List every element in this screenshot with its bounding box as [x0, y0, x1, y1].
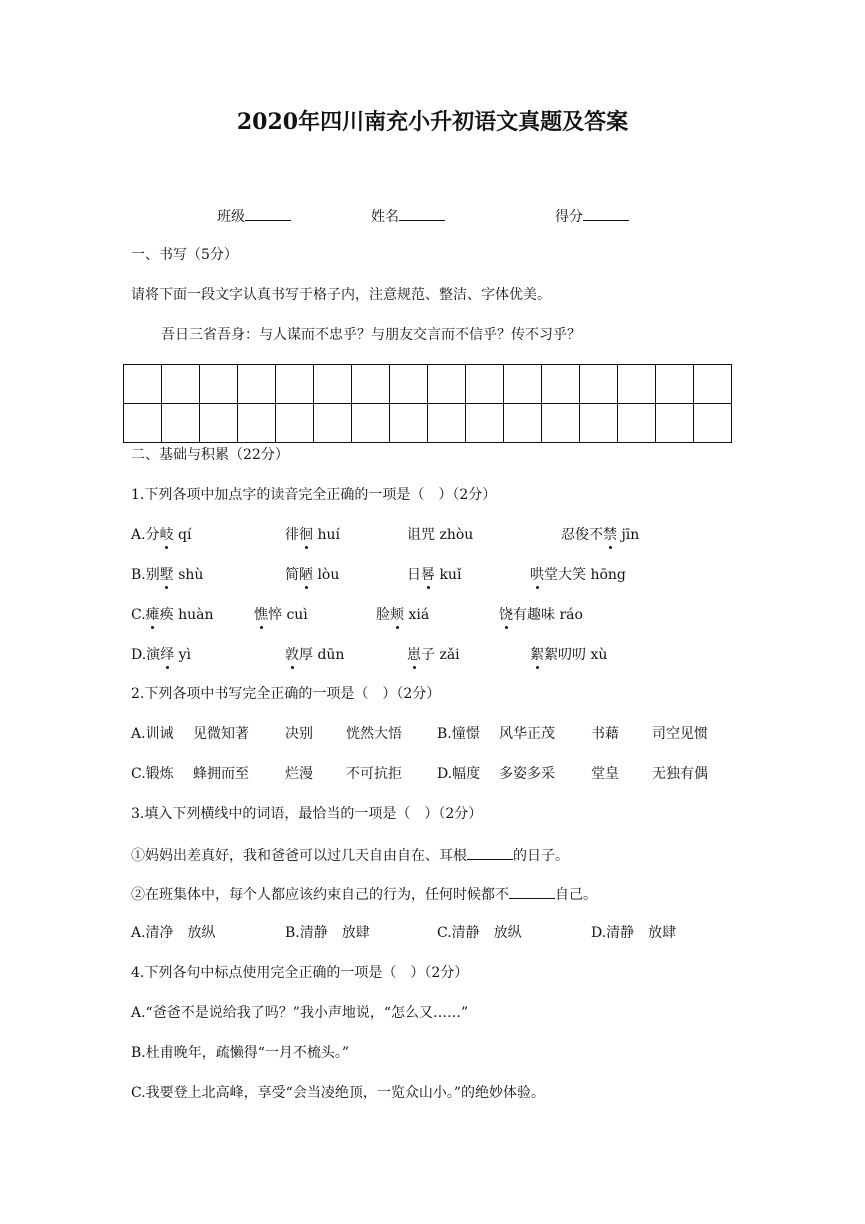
section1-passage: 吾日三省吾身：与人谋而不忠乎？与朋友交言而不信乎？传不习乎？: [161, 327, 581, 343]
q2-item: C.锻炼: [131, 766, 174, 782]
q4-option-c: C.我要登上北高峰，享受“会当凌绝顶，一览众山小。”的绝妙体验。: [131, 1085, 545, 1101]
section1-instruction: 请将下面一段文字认真书写于格子内，注意规范、整洁、字体优美。: [131, 287, 551, 303]
dotted-char: 絮: [530, 647, 544, 663]
q1-option-a-4: 忍俊不禁 jīn: [561, 527, 640, 543]
dotted-char: 墅: [159, 567, 174, 583]
dotted-char: 绎: [160, 647, 175, 663]
answer-blank[interactable]: [509, 884, 555, 899]
q2-item: A.训诫: [131, 726, 174, 742]
score-label: 得分: [555, 209, 583, 225]
q1-option-c-4: 饶有趣味 ráo: [499, 607, 583, 623]
q3-sentence-1: ①妈妈出差真好，我和爸爸可以过几天自由自在、耳根 的日子。: [131, 845, 569, 865]
section2-heading: 二、基础与积累（22分）: [131, 447, 289, 463]
answer-blank[interactable]: [467, 845, 513, 860]
grid-cell[interactable]: [694, 404, 732, 443]
class-field: [217, 206, 291, 226]
q1-option-b-2: 简陋 lòu: [285, 567, 340, 583]
q3-option-a: A.清净 放纵: [131, 925, 216, 941]
grid-cell[interactable]: [124, 404, 162, 443]
q3-sentence-2: ②在班集体中，每个人都应该约束自己的行为，任何时候都不 自己。: [131, 884, 597, 904]
score-blank[interactable]: [583, 206, 629, 221]
grid-cell[interactable]: [618, 404, 656, 443]
dotted-char: 崽: [407, 647, 421, 663]
q1-option-d-1: D.演绎 yì: [131, 647, 192, 663]
grid-cell[interactable]: [428, 404, 466, 443]
q2-item: 恍然大悟: [346, 726, 402, 742]
q1-option-d-3: 崽子 zǎi: [407, 647, 460, 663]
grid-cell[interactable]: [238, 365, 276, 404]
grid-cell[interactable]: [656, 404, 694, 443]
q2-item: B.憧憬: [437, 726, 480, 742]
dotted-char: 哄: [530, 567, 544, 583]
q3-option-d: D.清静 放肆: [591, 925, 677, 941]
grid-cell[interactable]: [466, 404, 504, 443]
q2-item: 堂皇: [591, 766, 619, 782]
q2-item: 蜂拥而至: [193, 766, 249, 782]
q2-stem: 2.下列各项中书写完全正确的一项是（ ）（2分）: [131, 686, 441, 702]
dotted-char: 陋: [299, 567, 313, 583]
grid-cell[interactable]: [162, 404, 200, 443]
q4-stem: 4.下列各句中标点使用完全正确的一项是（ ）（2分）: [131, 965, 469, 981]
q1-option-b-3: 日晷 kuǐ: [407, 567, 462, 583]
dotted-char: 憔: [254, 607, 268, 623]
dotted-char: 饶: [499, 607, 513, 623]
q3-option-b: B.清静 放肆: [285, 925, 370, 941]
dotted-char: 徊: [299, 527, 313, 543]
q1-option-b-4: 哄堂大笑 hōng: [530, 567, 626, 583]
document-title: 2020年四川南充小升初语文真题及答案: [236, 109, 629, 135]
grid-cell[interactable]: [314, 404, 352, 443]
q2-item: 无独有偶: [652, 766, 708, 782]
grid-cell[interactable]: [352, 365, 390, 404]
grid-cell[interactable]: [542, 365, 580, 404]
grid-cell[interactable]: [162, 365, 200, 404]
q1-option-a-3: 诅咒 zhòu: [407, 527, 474, 543]
section1-heading: 一、书写（5分）: [131, 247, 238, 263]
q2-item: 多姿多采: [499, 766, 555, 782]
grid-cell[interactable]: [390, 365, 428, 404]
dotted-char: 颊: [390, 607, 404, 623]
grid-cell[interactable]: [504, 365, 542, 404]
q1-option-a-1: A.分岐 qí: [131, 527, 192, 543]
q2-item: D.幅度: [437, 766, 481, 782]
q2-item: 书藉: [591, 726, 619, 742]
q1-option-c-3: 脸颊 xiá: [376, 607, 430, 623]
q4-option-b: B.杜甫晚年，疏懒得“一月不梳头。”: [131, 1045, 350, 1061]
dotted-char: 瘫: [145, 607, 160, 623]
class-blank[interactable]: [245, 206, 291, 221]
q1-option-c-1: C.瘫痪 huàn: [131, 607, 214, 623]
grid-cell[interactable]: [618, 365, 656, 404]
grid-row: [124, 365, 732, 404]
q2-item: 烂漫: [285, 766, 313, 782]
grid-cell[interactable]: [200, 404, 238, 443]
q1-option-b-1: B.别墅 shù: [131, 567, 204, 583]
grid-cell[interactable]: [314, 365, 352, 404]
name-blank[interactable]: [399, 206, 445, 221]
q1-option-d-2: 敦厚 dūn: [285, 647, 345, 663]
grid-cell[interactable]: [656, 365, 694, 404]
grid-cell[interactable]: [428, 365, 466, 404]
grid-cell[interactable]: [124, 365, 162, 404]
grid-cell[interactable]: [466, 365, 504, 404]
q3-stem: 3.填入下列横线中的词语，最恰当的一项是（ ）（2分）: [131, 806, 483, 822]
q2-item: 不可抗拒: [346, 766, 402, 782]
score-field: [555, 206, 629, 226]
dotted-char: 晷: [421, 567, 435, 583]
q1-option-d-4: 絮絮叨叨 xù: [530, 647, 608, 663]
name-field: [371, 206, 445, 226]
dotted-char: 岐: [159, 527, 174, 543]
writing-grid: [123, 364, 732, 443]
grid-cell[interactable]: [580, 365, 618, 404]
q1-option-a-2: 徘徊 huí: [285, 527, 340, 543]
q4-option-a: A.“爸爸不是说给我了吗？”我小声地说，“怎么又……”: [131, 1005, 469, 1021]
q2-item: 风华正茂: [499, 726, 555, 742]
grid-cell[interactable]: [694, 365, 732, 404]
grid-cell[interactable]: [542, 404, 580, 443]
q2-item: 见微知著: [193, 726, 249, 742]
dotted-char: 禁: [603, 527, 617, 543]
q2-item: 司空见惯: [652, 726, 708, 742]
grid-cell[interactable]: [390, 404, 428, 443]
q1-option-c-2: 憔悴 cuì: [254, 607, 308, 623]
grid-row: [124, 404, 732, 443]
grid-cell[interactable]: [238, 404, 276, 443]
q3-option-c: C.清静 放纵: [437, 925, 522, 941]
grid-cell[interactable]: [200, 365, 238, 404]
class-label: 班级: [217, 209, 245, 225]
grid-cell[interactable]: [276, 404, 314, 443]
dotted-char: 敦: [285, 647, 299, 663]
grid-cell[interactable]: [504, 404, 542, 443]
q1-stem: 1.下列各项中加点字的读音完全正确的一项是（ ）（2分）: [131, 487, 497, 503]
grid-cell[interactable]: [352, 404, 390, 443]
q2-item: 决别: [285, 726, 313, 742]
grid-cell[interactable]: [580, 404, 618, 443]
grid-cell[interactable]: [276, 365, 314, 404]
name-label: 姓名: [371, 209, 399, 225]
